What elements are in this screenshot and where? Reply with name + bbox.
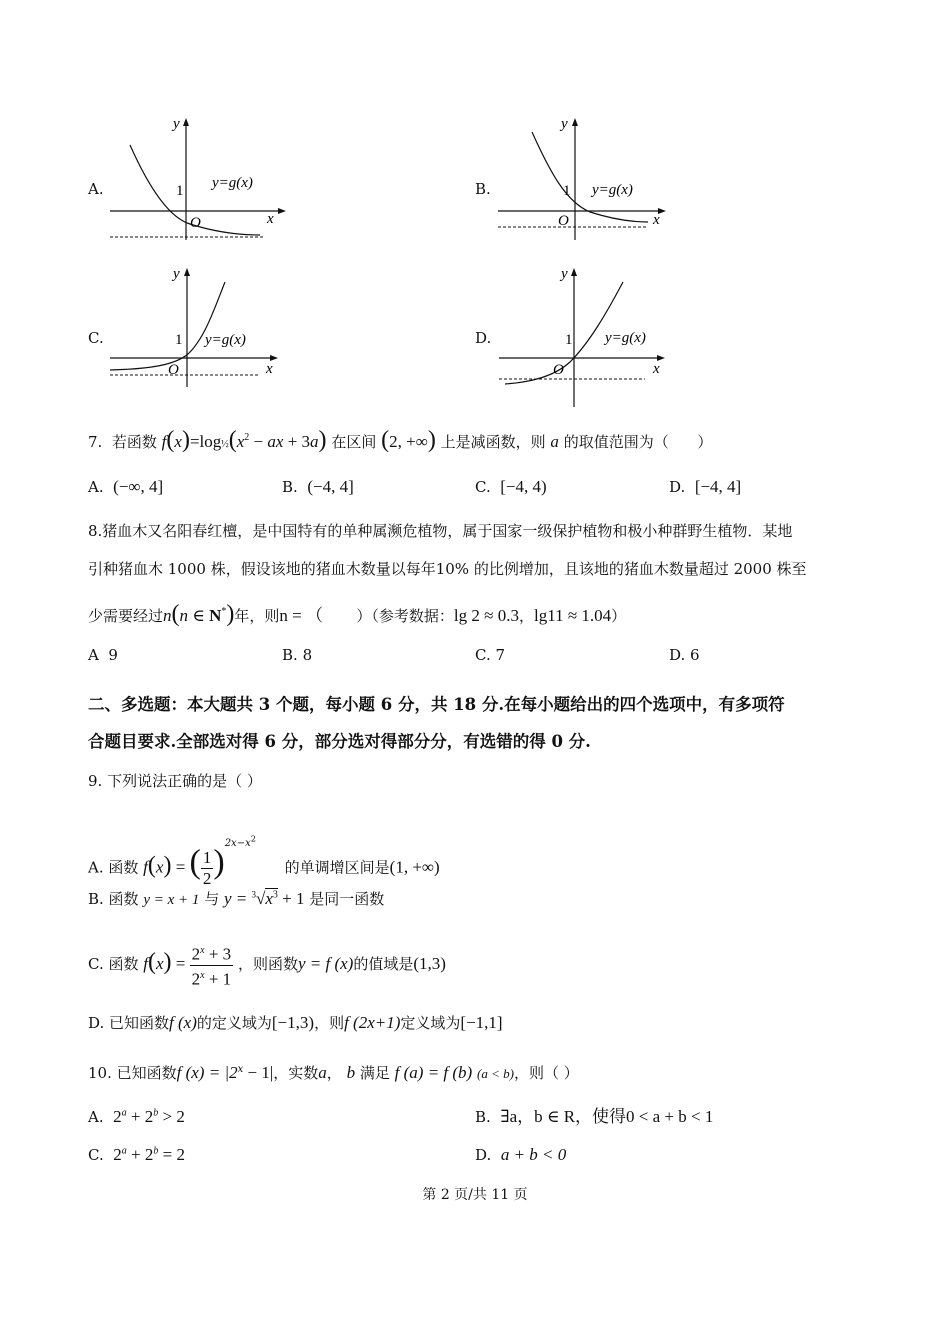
q7-stem: 7. 若函数 $f(x)=\log\frac{1}{2}(x^2$ − ax + 3a) 在区间 (2, +∞) 上是减函数，则 a 的取值范围为（ ） <box>88 427 713 453</box>
q7-option-d: D. [−4, 4] <box>669 477 742 496</box>
section2-heading-line1: 二、多选题：本大题共 3 个题，每小题 6 分，共 18 分.在每小题给出的四个选项中，有多项符 <box>88 695 785 714</box>
section2-heading-line2: 合题目要求.全部选对得 6 分，部分选对得部分分，有选错的得 0 分. <box>88 732 591 751</box>
svg-text:x: x <box>653 361 660 377</box>
q10-option-c: C. $2^a + 2^b = 2$ <box>88 1145 185 1164</box>
q8-option-c: C. 7 <box>475 646 506 664</box>
q8-line2: 引种猪血木 1000 株，假设该地的猪血木数量以每年10% 的比例增加，且该地的猪血木数量超过 2000 株至 <box>88 560 807 578</box>
svg-text:1: 1 <box>175 332 183 348</box>
q7-formula: $f(x)=\log\frac{1}{2}(x^2$ − ax + 3a) <box>161 427 327 453</box>
q7-option-a: A. (−∞, 4] <box>88 477 164 496</box>
svg-text:y: y <box>561 116 568 132</box>
svg-text:y: y <box>561 266 568 282</box>
q8-line3: 少需要经过n(n ∈ N*)年，则n = （ ）（参考数据：lg 2 ≈ 0.3，lg11 ≈ 1.04） <box>88 601 627 627</box>
svg-text:y=g(x): y=g(x) <box>592 182 633 198</box>
svg-text:y: y <box>173 266 180 282</box>
q10-stem: 10. 已知函数f $(x) = |2^x - 1|$，实数a， b 满足 f (a) = f (b) (a < b)，则（ ） <box>88 1063 579 1082</box>
svg-text:O: O <box>168 362 179 378</box>
one-label: 1 <box>176 183 184 199</box>
q8-option-d: D. 6 <box>669 646 700 664</box>
q7-option-b: B. (−4, 4] <box>282 477 354 496</box>
q10-option-b: B. ∃a，b ∈ R，使得0 < a + b < 1 <box>475 1107 714 1126</box>
func-label: y=g(x) <box>212 175 253 191</box>
graph-b <box>490 110 680 250</box>
q9-stem: 9. 下列说法正确的是（ ） <box>88 772 262 790</box>
y-label: y <box>173 116 180 132</box>
svg-text:x: x <box>653 212 660 228</box>
q7-option-c: C. [−4, 4) <box>475 477 547 496</box>
q9-option-d: D. 已知函数f (x)的定义域为[−1,3)，则f (2x+1)定义域为[−1,1] <box>88 1013 503 1032</box>
q9-option-b: B. 函数 y = x + 1 与 $y = ^3√x^3 + 1$ 是同一函数 <box>88 889 385 908</box>
graph-d-label: D. <box>475 329 492 347</box>
svg-text:1: 1 <box>563 183 571 199</box>
svg-text:x: x <box>266 361 273 377</box>
graph-b-label: B. <box>475 180 491 198</box>
graph-c-label: C. <box>88 329 104 347</box>
svg-text:y=g(x): y=g(x) <box>205 332 246 348</box>
graph-a <box>100 110 290 250</box>
q8-option-a: A 9 <box>88 646 118 664</box>
q10-option-a: A. $2^a + 2^b > 2$ <box>88 1107 185 1126</box>
origin-label: O <box>190 215 201 231</box>
svg-text:O: O <box>553 362 564 378</box>
q9-option-a: A. 函数 f(x) = ( $\frac{1}{2}$ )$^{2x-x^2}$ 的单调增区间是(1, +∞) <box>88 834 440 888</box>
graph-a-label: A. <box>88 180 104 198</box>
x-label: x <box>267 211 274 227</box>
q8-option-b: B. 8 <box>282 646 313 664</box>
q7-interval: (2, +∞) <box>381 427 436 453</box>
svg-text:y=g(x): y=g(x) <box>605 330 646 346</box>
graph-d <box>495 262 685 412</box>
q8-line1: 8.猪血木又名阳春红檀，是中国特有的单种属濒危植物，属于国家一级保护植物和极小种群野生植物．某地 <box>88 522 793 540</box>
svg-text:1: 1 <box>565 332 573 348</box>
page-footer: 第 2 页/共 11 页 <box>422 1187 528 1203</box>
q10-option-d: D. a + b < 0 <box>475 1145 567 1164</box>
svg-text:O: O <box>558 213 569 229</box>
graph-c <box>100 262 290 392</box>
q9-option-c: C. 函数 f(x) = $\frac{2^x + 3}{2^x + 1}$ ，则函数y = f (x)的值域是(1,3) <box>88 940 446 984</box>
